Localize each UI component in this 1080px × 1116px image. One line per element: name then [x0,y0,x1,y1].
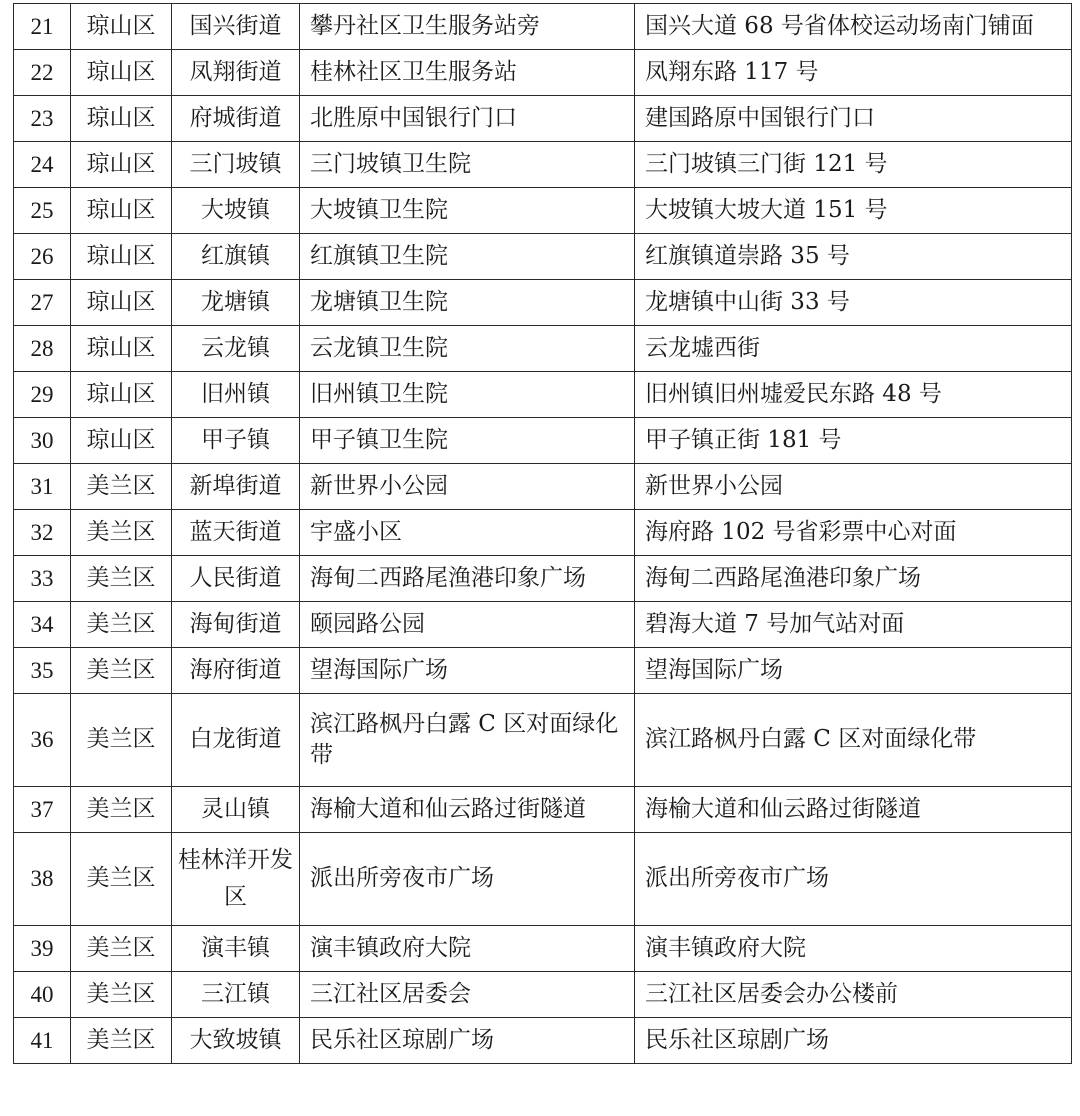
district-cell: 琼山区 [71,372,172,418]
location-cell: 攀丹社区卫生服务站旁 [300,4,635,50]
location-cell: 红旗镇卫生院 [300,234,635,280]
street-cell: 龙塘镇 [172,280,300,326]
row-number: 29 [14,372,71,418]
location-cell: 滨江路枫丹白露 C 区对面绿化带 [300,694,635,787]
row-number: 32 [14,510,71,556]
table-row [14,556,1072,602]
address-cell: 大坡镇大坡大道 151 号 [635,188,1072,234]
location-cell: 海甸二西路尾渔港印象广场 [300,556,635,602]
district-cell: 美兰区 [71,510,172,556]
table-row [14,787,1072,833]
location-cell: 旧州镇卫生院 [300,372,635,418]
district-cell: 美兰区 [71,1018,172,1064]
district-cell: 美兰区 [71,648,172,694]
street-cell: 大坡镇 [172,188,300,234]
table-row [14,372,1072,418]
location-cell: 海榆大道和仙云路过街隧道 [300,787,635,833]
street-cell: 云龙镇 [172,326,300,372]
table-row [14,418,1072,464]
table-row [14,4,1072,50]
address-cell: 海甸二西路尾渔港印象广场 [635,556,1072,602]
address-cell: 海榆大道和仙云路过街隧道 [635,787,1072,833]
district-cell: 琼山区 [71,4,172,50]
row-number: 28 [14,326,71,372]
row-number: 25 [14,188,71,234]
location-cell: 大坡镇卫生院 [300,188,635,234]
row-number: 26 [14,234,71,280]
location-cell: 桂林社区卫生服务站 [300,50,635,96]
location-cell: 龙塘镇卫生院 [300,280,635,326]
street-cell: 红旗镇 [172,234,300,280]
table-row [14,464,1072,510]
row-number: 39 [14,926,71,972]
table-row [14,142,1072,188]
district-cell: 琼山区 [71,418,172,464]
table-row [14,510,1072,556]
address-cell: 三江社区居委会办公楼前 [635,972,1072,1018]
district-cell: 美兰区 [71,926,172,972]
street-cell: 国兴街道 [172,4,300,50]
district-cell: 美兰区 [71,972,172,1018]
street-cell: 凤翔街道 [172,50,300,96]
street-cell: 灵山镇 [172,787,300,833]
district-cell: 美兰区 [71,556,172,602]
location-cell: 民乐社区琼剧广场 [300,1018,635,1064]
address-cell: 滨江路枫丹白露 C 区对面绿化带 [635,694,1072,787]
street-cell: 新埠街道 [172,464,300,510]
district-cell: 美兰区 [71,833,172,926]
address-cell: 旧州镇旧州墟爱民东路 48 号 [635,372,1072,418]
address-cell: 凤翔东路 117 号 [635,50,1072,96]
row-number: 33 [14,556,71,602]
table-row [14,188,1072,234]
row-number: 37 [14,787,71,833]
address-cell: 望海国际广场 [635,648,1072,694]
location-cell: 北胜原中国银行门口 [300,96,635,142]
row-number: 38 [14,833,71,926]
district-cell: 琼山区 [71,50,172,96]
table-row [14,648,1072,694]
address-cell: 碧海大道 7 号加气站对面 [635,602,1072,648]
table-row [14,234,1072,280]
street-cell: 演丰镇 [172,926,300,972]
table-row [14,926,1072,972]
district-cell: 琼山区 [71,234,172,280]
district-cell: 美兰区 [71,602,172,648]
street-cell: 三门坡镇 [172,142,300,188]
district-cell: 琼山区 [71,188,172,234]
address-cell: 演丰镇政府大院 [635,926,1072,972]
location-cell: 云龙镇卫生院 [300,326,635,372]
location-cell: 宇盛小区 [300,510,635,556]
street-cell: 海府街道 [172,648,300,694]
table-row [14,972,1072,1018]
address-cell: 建国路原中国银行门口 [635,96,1072,142]
row-number: 41 [14,1018,71,1064]
address-cell: 国兴大道 68 号省体校运动场南门铺面 [635,4,1072,50]
street-cell: 旧州镇 [172,372,300,418]
district-cell: 美兰区 [71,464,172,510]
street-cell: 三江镇 [172,972,300,1018]
location-cell: 新世界小公园 [300,464,635,510]
row-number: 34 [14,602,71,648]
district-cell: 琼山区 [71,96,172,142]
table-row [14,326,1072,372]
address-cell: 红旗镇道崇路 35 号 [635,234,1072,280]
street-cell: 大致坡镇 [172,1018,300,1064]
address-cell: 甲子镇正街 181 号 [635,418,1072,464]
street-cell: 府城街道 [172,96,300,142]
district-cell: 美兰区 [71,787,172,833]
location-cell: 派出所旁夜市广场 [300,833,635,926]
street-cell: 桂林洋开发区 [172,833,300,926]
street-cell: 海甸街道 [172,602,300,648]
location-cell: 三门坡镇卫生院 [300,142,635,188]
district-cell: 美兰区 [71,694,172,787]
street-cell: 蓝天街道 [172,510,300,556]
address-cell: 新世界小公园 [635,464,1072,510]
district-cell: 琼山区 [71,326,172,372]
location-cell: 甲子镇卫生院 [300,418,635,464]
address-cell: 云龙墟西街 [635,326,1072,372]
table-row [14,694,1072,787]
table-row [14,602,1072,648]
street-cell: 甲子镇 [172,418,300,464]
address-cell: 民乐社区琼剧广场 [635,1018,1072,1064]
row-number: 23 [14,96,71,142]
row-number: 21 [14,4,71,50]
table-row [14,50,1072,96]
row-number: 27 [14,280,71,326]
location-cell: 望海国际广场 [300,648,635,694]
table-row [14,833,1072,926]
table-row [14,1018,1072,1064]
address-cell: 派出所旁夜市广场 [635,833,1072,926]
location-cell: 三江社区居委会 [300,972,635,1018]
address-cell: 龙塘镇中山街 33 号 [635,280,1072,326]
row-number: 24 [14,142,71,188]
table-row [14,280,1072,326]
district-cell: 琼山区 [71,142,172,188]
row-number: 22 [14,50,71,96]
location-cell: 颐园路公园 [300,602,635,648]
row-number: 30 [14,418,71,464]
street-cell: 人民街道 [172,556,300,602]
row-number: 36 [14,694,71,787]
row-number: 40 [14,972,71,1018]
location-cell: 演丰镇政府大院 [300,926,635,972]
row-number: 35 [14,648,71,694]
address-cell: 三门坡镇三门街 121 号 [635,142,1072,188]
table-row [14,96,1072,142]
row-number: 31 [14,464,71,510]
street-cell: 白龙街道 [172,694,300,787]
site-table [13,3,1072,1064]
address-cell: 海府路 102 号省彩票中心对面 [635,510,1072,556]
district-cell: 琼山区 [71,280,172,326]
